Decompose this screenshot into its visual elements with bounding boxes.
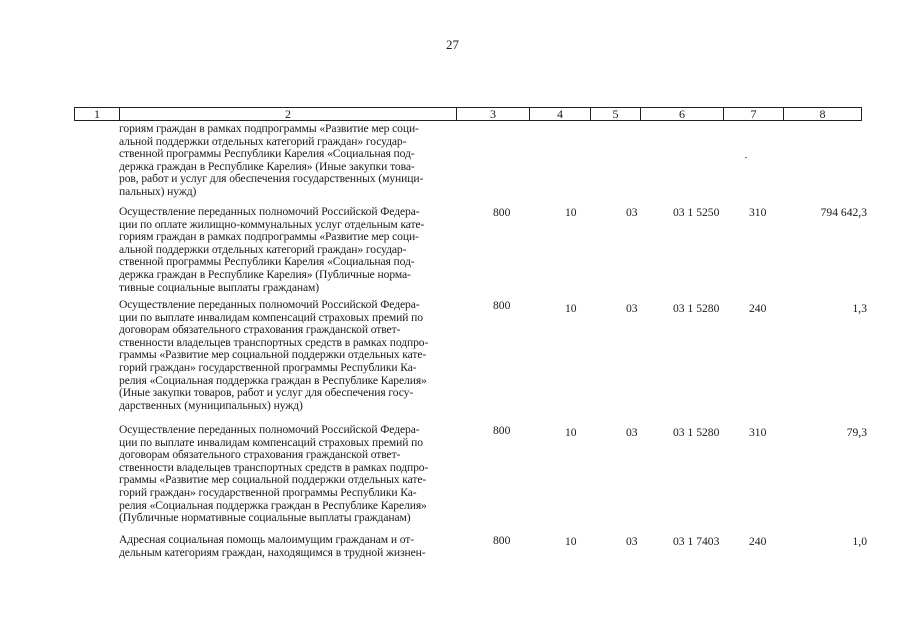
header-cell-6: 6 <box>641 108 724 120</box>
row-code-5: 03 <box>626 535 638 548</box>
header-cell-7: 7 <box>724 108 784 120</box>
row-code-3: 800 <box>493 534 511 547</box>
header-cell-4: 4 <box>530 108 591 120</box>
row-code-6: 03 1 5250 <box>673 206 720 219</box>
row-code-4: 10 <box>565 426 577 439</box>
row-code-7: 240 <box>749 535 767 548</box>
header-cell-5: 5 <box>591 108 641 120</box>
row-code-5: 03 <box>626 302 638 315</box>
row-amount: 1,3 <box>852 302 867 315</box>
scan-speck <box>745 157 747 158</box>
row-amount: 79,3 <box>846 426 867 439</box>
row-code-4: 10 <box>565 535 577 548</box>
row-code-5: 03 <box>626 426 638 439</box>
row-code-6: 03 1 5280 <box>673 426 720 439</box>
row-code-7: 310 <box>749 426 767 439</box>
row-code-6: 03 1 7403 <box>673 535 720 548</box>
header-cell-8: 8 <box>819 107 826 121</box>
header-cell-3: 3 <box>457 108 530 120</box>
header-cell-2: 2 <box>120 108 457 120</box>
row-code-5: 03 <box>626 206 638 219</box>
row-description: Осуществление переданных полномочий Российской Федера- ции по выплате инвалидам компенсаций страховых премий по договорам обязательного страхования гражданской ответ- ственности владельцев транспортных средств в рамках подпро- граммы «Развитие мер социальной поддержки отдельных кате- горий граждан» государственной программы Республики Ка- релия «Социальная поддержка граждан в Республике Карелия» (Иные закупки товаров, работ и услуг для обеспечения госу- дарственных (муниципальных) нужд) <box>119 298 429 412</box>
page-number: 27 <box>446 37 459 52</box>
row-code-4: 10 <box>565 302 577 315</box>
row-amount: 794 642,3 <box>820 206 867 219</box>
row-description: гориям граждан в рамках подпрограммы «Развитие мер соци- альной поддержки отдельных категорий граждан» государ- ственной программы Республики Карелия «Социальная под- держка граждан в Республике Карелия» (Иные закупки това- ров, работ и услуг для обеспечения государственных (муници- пальных) нужд) <box>119 122 424 198</box>
row-code-3: 800 <box>493 206 511 219</box>
row-description: Осуществление переданных полномочий Российской Федера- ции по оплате жилищно-коммунальных услуг отдельным кате- гориям граждан в рамках подпрограммы «Развитие мер соци- альной поддержки отдельных категорий граждан» государ- ственной программы Республики Карелия «Социальная под- держка граждан в Республике Карелия» (Публичные норма- тивные социальные выплаты гражданам) <box>119 205 425 294</box>
header-cell-1: 1 <box>75 108 120 120</box>
row-code-6: 03 1 5280 <box>673 302 720 315</box>
row-description: Осуществление переданных полномочий Российской Федера- ции по выплате инвалидам компенсаций страховых премий по договорам обязательного страхования гражданской ответ- ственности владельцев транспортных средств в рамках подпро- граммы «Развитие мер социальной поддержки отдельных кате- горий граждан» государственной программы Республики Ка- релия «Социальная поддержка граждан в Республике Карелия» (Публичные нормативные социальные выплаты гражданам) <box>119 423 429 525</box>
row-description: Адресная социальная помощь малоимущим гражданам и от- дельным категориям граждан, находящимся в трудной жизнен- <box>119 533 426 559</box>
row-code-7: 240 <box>749 302 767 315</box>
table-header-row <box>74 107 862 121</box>
row-code-3: 800 <box>493 424 511 437</box>
row-code-3: 800 <box>493 299 511 312</box>
row-amount: 1,0 <box>852 535 867 548</box>
row-code-4: 10 <box>565 206 577 219</box>
row-code-7: 310 <box>749 206 767 219</box>
